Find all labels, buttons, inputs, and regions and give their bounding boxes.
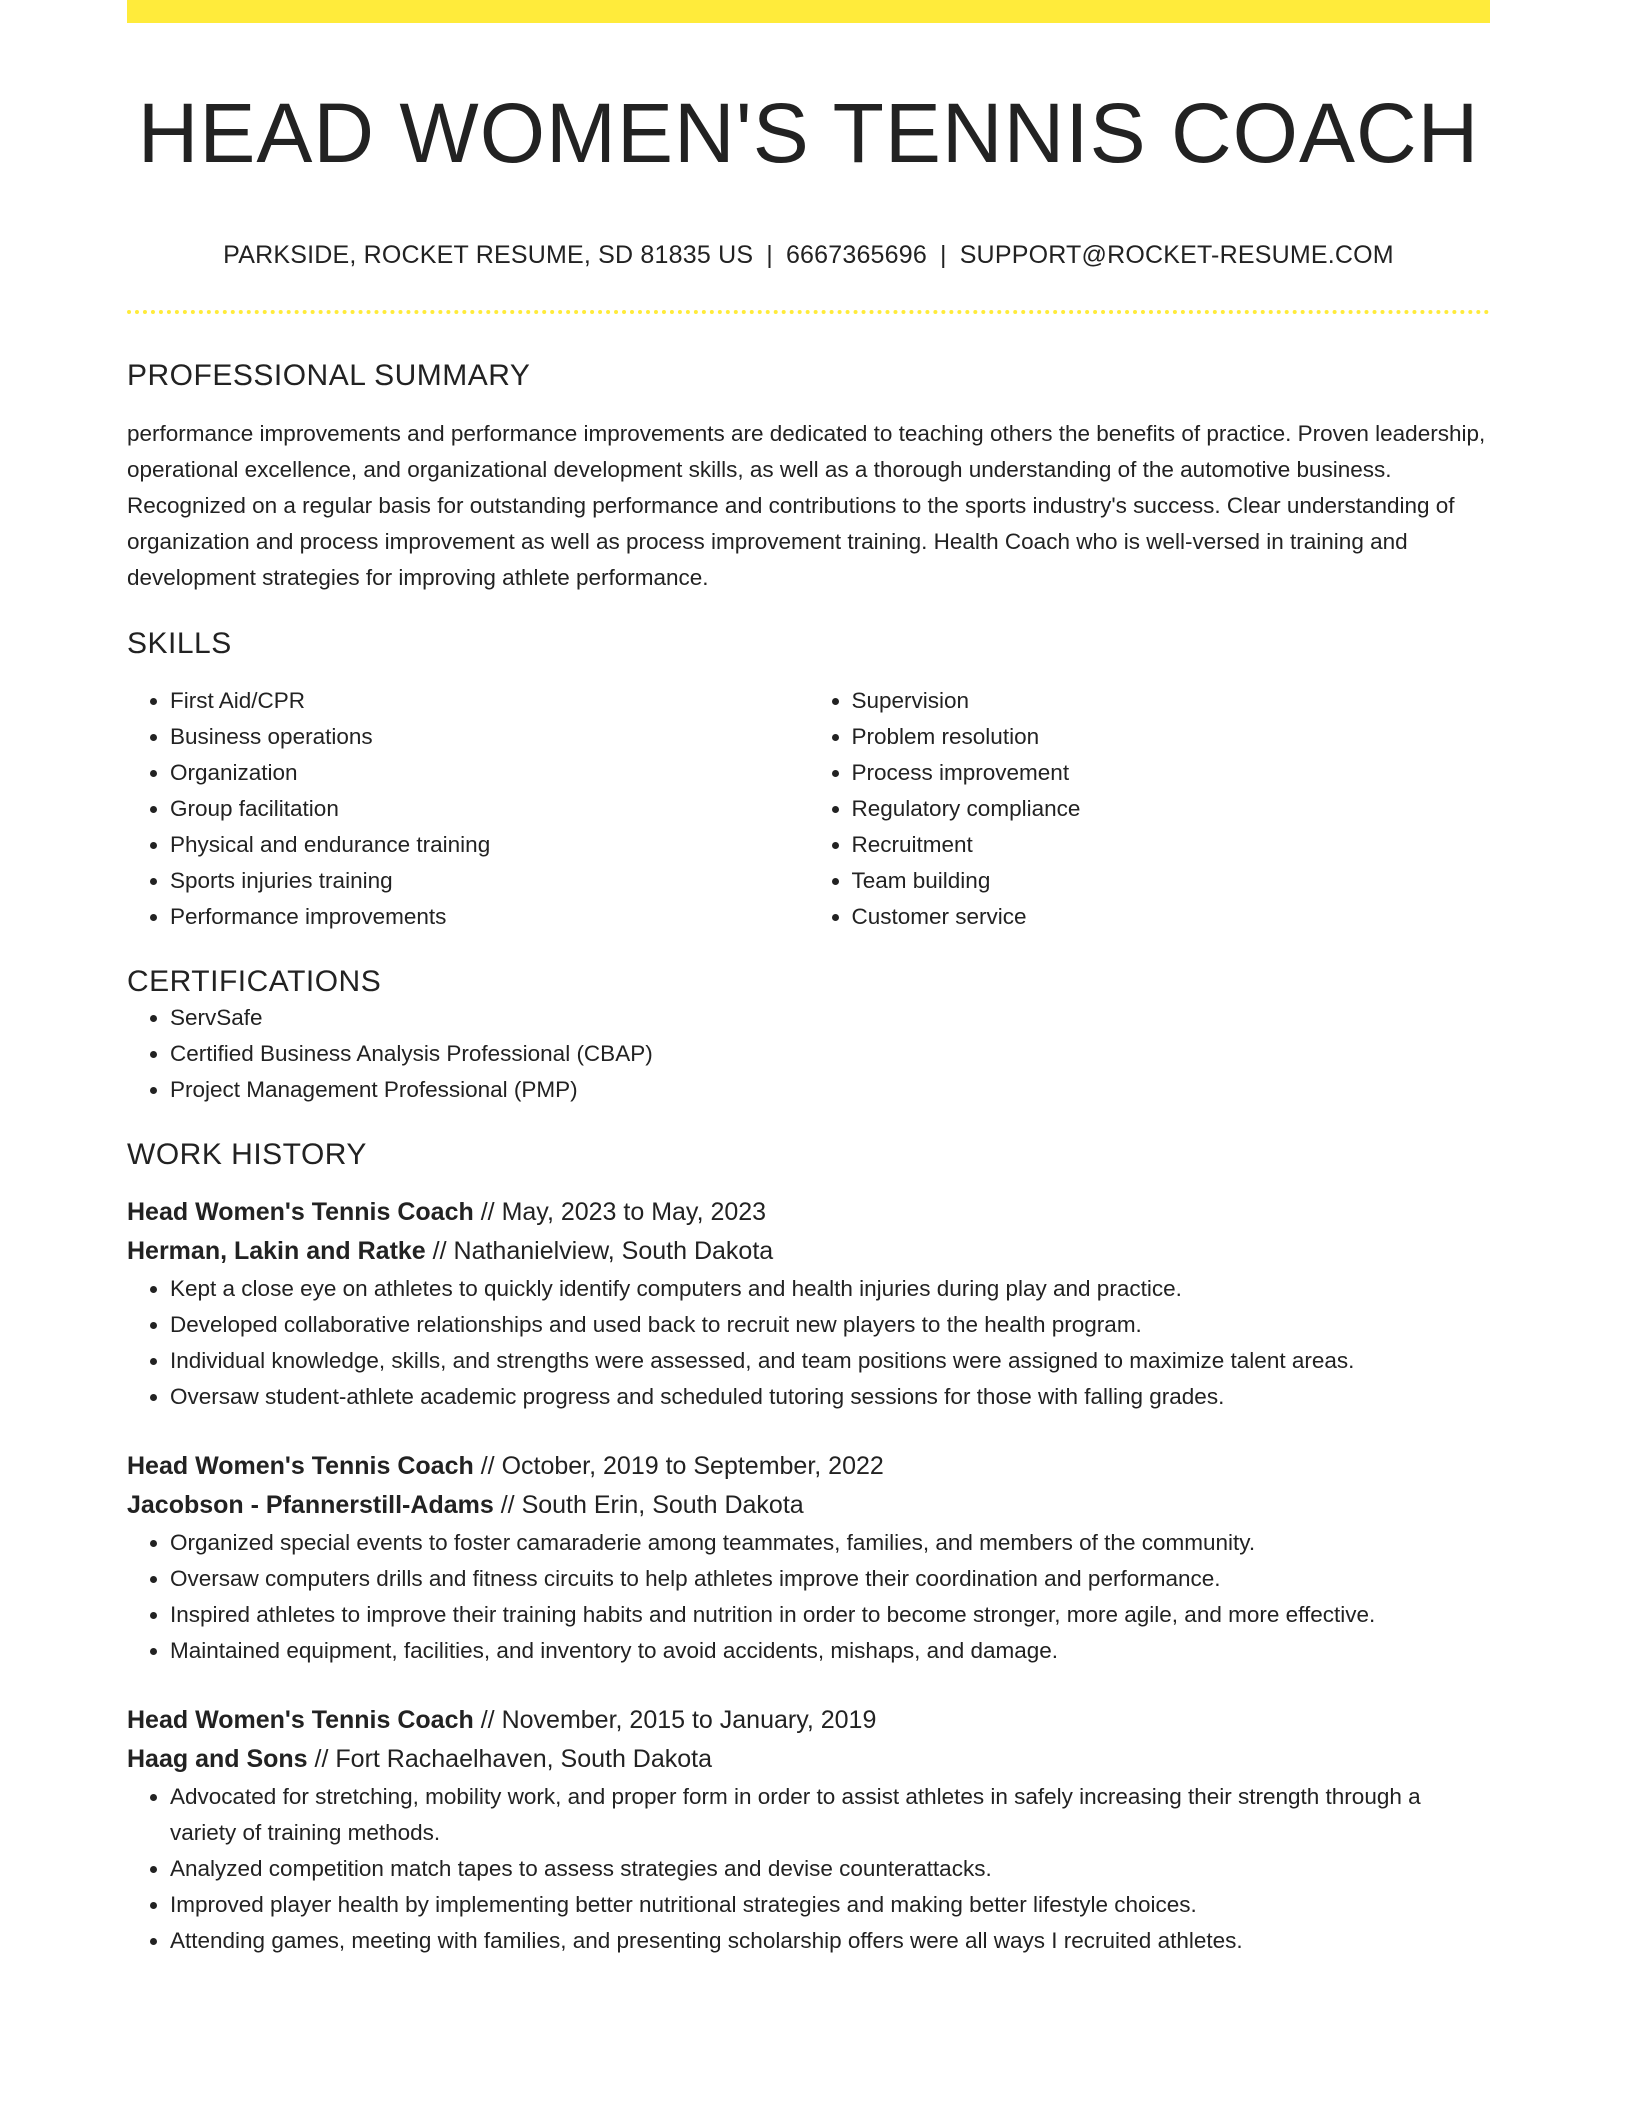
job-location: South Erin, South Dakota	[521, 1490, 804, 1519]
job-company: Haag and Sons	[127, 1744, 308, 1773]
resume-content	[127, 0, 1490, 1959]
job-bullet-list	[127, 1779, 1490, 1959]
job-bullet-list	[127, 1271, 1490, 1415]
certifications-heading: CERTIFICATIONS	[127, 964, 382, 998]
skills-list-left	[127, 683, 809, 935]
job-bullet: • Inspired athletes to improve their training habits and nutrition in order to become stronger, more agile, and more effective.	[170, 1597, 1490, 1633]
skill-item: • Recruitment	[852, 827, 1491, 863]
skill-item: • Sports injuries training	[170, 863, 809, 899]
certification-item: • Certified Business Analysis Professional (CBAP)	[170, 1036, 1490, 1072]
job-bullet: • Analyzed competition match tapes to assess strategies and devise counterattacks.	[170, 1851, 1490, 1887]
job-bullet: • Improved player health by implementing better nutritional strategies and making better lifestyle choices.	[170, 1887, 1490, 1923]
job-title-line	[127, 1701, 1490, 1740]
work-history-heading: WORK HISTORY	[127, 1137, 367, 1171]
skills-list-right	[809, 683, 1491, 935]
contact-separator: |	[766, 240, 773, 269]
job-separator: //	[480, 1197, 495, 1226]
certifications-list	[127, 1000, 1490, 1108]
job-separator: //	[500, 1490, 515, 1519]
candidate-name: HEAD WOMEN'S TENNIS COACH	[137, 86, 1480, 180]
skill-item: • Supervision	[852, 683, 1491, 719]
job-company: Jacobson - Pfannerstill-Adams	[127, 1490, 494, 1519]
skill-item: • Physical and endurance training	[170, 827, 809, 863]
job-bullet: • Attending games, meeting with families, and presenting scholarship offers were all ways I recruited athletes.	[170, 1923, 1490, 1959]
job-bullet: • Organized special events to foster camaraderie among teammates, families, and members of the community.	[170, 1525, 1490, 1561]
certification-item: • Project Management Professional (PMP)	[170, 1072, 1490, 1108]
job-bullet: • Individual knowledge, skills, and strengths were assessed, and team positions were assigned to maximize talent areas.	[170, 1343, 1490, 1379]
skill-item: • Team building	[852, 863, 1491, 899]
job-separator: //	[432, 1236, 447, 1265]
skill-item: • Business operations	[170, 719, 809, 755]
job-title: Head Women's Tennis Coach	[127, 1705, 474, 1734]
skill-item: • Process improvement	[852, 755, 1491, 791]
job-dates: November, 2015 to January, 2019	[501, 1705, 877, 1734]
skills-heading: SKILLS	[127, 626, 232, 660]
job-entry	[127, 1447, 1490, 1669]
job-company-line	[127, 1486, 1490, 1525]
job-dates: May, 2023 to May, 2023	[501, 1197, 767, 1226]
job-entry	[127, 1701, 1490, 1959]
header-divider	[127, 310, 1490, 314]
accent-bar	[127, 0, 1490, 23]
job-title: Head Women's Tennis Coach	[127, 1451, 474, 1480]
job-separator: //	[314, 1744, 329, 1773]
skill-item: • Customer service	[852, 899, 1491, 935]
job-separator: //	[480, 1705, 495, 1734]
skill-item: • Performance improvements	[170, 899, 809, 935]
skill-item: • First Aid/CPR	[170, 683, 809, 719]
job-title: Head Women's Tennis Coach	[127, 1197, 474, 1226]
job-bullet: • Advocated for stretching, mobility work, and proper form in order to assist athletes in safely increasing their strength through a variety of training methods.	[170, 1779, 1490, 1851]
job-dates: October, 2019 to September, 2022	[501, 1451, 884, 1480]
job-location: Nathanielview, South Dakota	[453, 1236, 774, 1265]
job-bullet: • Oversaw student-athlete academic progress and scheduled tutoring sessions for those with falling grades.	[170, 1379, 1490, 1415]
job-entry	[127, 1193, 1490, 1415]
job-title-line	[127, 1193, 1490, 1232]
job-bullet: • Kept a close eye on athletes to quickly identify computers and health injuries during play and practice.	[170, 1271, 1490, 1307]
contact-line	[127, 240, 1490, 270]
skills-grid	[127, 683, 1490, 935]
job-company-line	[127, 1232, 1490, 1271]
job-bullet: • Maintained equipment, facilities, and inventory to avoid accidents, mishaps, and damage.	[170, 1633, 1490, 1669]
skill-item: • Group facilitation	[170, 791, 809, 827]
skill-item: • Organization	[170, 755, 809, 791]
skill-item: • Problem resolution	[852, 719, 1491, 755]
job-location: Fort Rachaelhaven, South Dakota	[335, 1744, 713, 1773]
contact-phone: 6667365696	[785, 240, 927, 269]
job-title-line	[127, 1447, 1490, 1486]
summary-heading: PROFESSIONAL SUMMARY	[127, 358, 531, 392]
certification-item: • ServSafe	[170, 1000, 1490, 1036]
contact-email: SUPPORT@ROCKET-RESUME.COM	[959, 240, 1394, 269]
job-bullet-list	[127, 1525, 1490, 1669]
summary-text: performance improvements and performance improvements are dedicated to teaching others the benefits of practice. Proven leadership, operational excellence, and organizational development skills, as well as a thorough understanding of the automotive business. Recognized on a regular basis for outstanding performance and contributions to the sports industry's success. Clear understanding of organization and process improvement as well as process improvement training. Health Coach who is well-versed in training and development strategies for improving athlete performance.	[127, 420, 1486, 590]
contact-separator: |	[939, 240, 947, 269]
contact-address: PARKSIDE, ROCKET RESUME, SD 81835 US	[223, 240, 754, 269]
job-company: Herman, Lakin and Ratke	[127, 1236, 426, 1265]
job-company-line	[127, 1740, 1490, 1779]
job-bullet: • Oversaw computers drills and fitness circuits to help athletes improve their coordination and performance.	[170, 1561, 1490, 1597]
skill-item: • Regulatory compliance	[852, 791, 1491, 827]
job-separator: //	[480, 1451, 495, 1480]
job-bullet: • Developed collaborative relationships and used back to recruit new players to the health program.	[170, 1307, 1490, 1343]
